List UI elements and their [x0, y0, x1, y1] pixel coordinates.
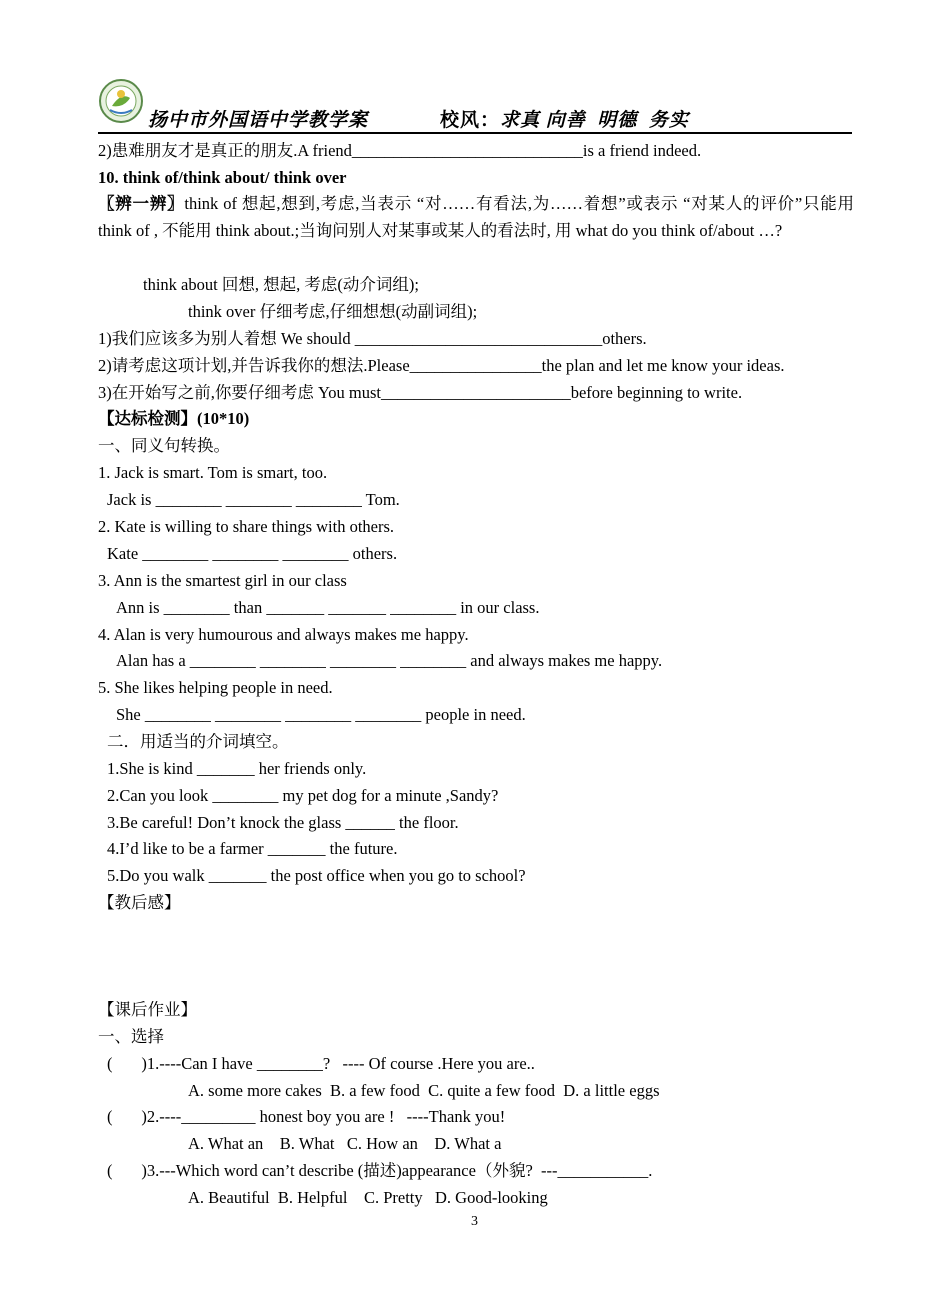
section-heading: 【教后感】 — [98, 893, 181, 912]
question-line: 1.She is kind _______ her friends only. — [107, 759, 367, 778]
subsection-title: 二．用适当的介词填空。 — [107, 732, 289, 751]
phrase-line: think over 仔细考虑,仔细想想(动副词组); — [188, 302, 478, 321]
question-line: 4. Alan is very humourous and always makes me happy. — [98, 625, 469, 644]
exercise-line: 2)患难朋友才是真正的朋友.A friend____________________________is a friend indeed. — [98, 141, 702, 160]
answer-line: Ann is ________ than _______ _______ ________ in our class. — [116, 598, 540, 617]
question-line: 3. Ann is the smartest girl in our class — [98, 571, 347, 590]
answer-line: She ________ ________ ________ ________ people in need. — [116, 705, 526, 724]
question-line: 5.Do you walk _______ the post office when you go to school? — [107, 866, 526, 885]
mc-question: ( )2.----_________ honest boy you are ! ----Thank you! — [107, 1107, 506, 1126]
exercise-line: 2)请考虑这项计划,并告诉我你的想法.Please________________the plan and let me know your ideas. — [98, 356, 785, 375]
section-heading: 【课后作业】 — [98, 1000, 197, 1019]
motto-word-3: 明德 — [597, 110, 638, 131]
section-heading: 【达标检测】(10*10) — [98, 409, 250, 428]
motto-word-4: 务实 — [648, 110, 689, 131]
answer-line: Alan has a ________ ________ ________ ________ and always makes me happy. — [116, 651, 663, 670]
motto-word-2: 向善 — [545, 110, 586, 131]
phrase-line: think about 回想, 想起, 考虑(动介词组); — [143, 275, 419, 294]
mc-options: A. some more cakes B. a few food C. quite a few food D. a little eggs — [188, 1081, 660, 1100]
page-number: 3 — [471, 1214, 478, 1229]
mc-options: A. What an B. What C. How an D. What a — [188, 1134, 502, 1153]
question-line: 4.I’d like to be a farmer _______ the future. — [107, 839, 398, 858]
subsection-title: 一、同义句转换。 — [98, 436, 230, 455]
school-name: 扬中市外国语中学教学案 — [148, 110, 369, 131]
question-line: 1. Jack is smart. Tom is smart, too. — [98, 463, 328, 482]
question-line: 2.Can you look ________ my pet dog for a minute ,Sandy? — [107, 786, 499, 805]
explanation-paragraph — [98, 190, 854, 244]
question-line: 2. Kate is willing to share things with others. — [98, 517, 395, 536]
mc-question: ( )1.----Can I have ________? ---- Of course .Here you are.. — [107, 1054, 535, 1073]
question-line: 5. She likes helping people in need. — [98, 678, 333, 697]
question-line: 3.Be careful! Don’t knock the glass ______ the floor. — [107, 813, 459, 832]
motto-word-1: 求真 — [500, 110, 541, 131]
school-motto — [440, 105, 689, 132]
mc-question: ( )3.---Which word can’t describe (描述)appearance（外貌? ---___________. — [107, 1161, 653, 1180]
exercise-line: 1)我们应该多为别人着想 We should ______________________________others. — [98, 329, 647, 348]
answer-line: Jack is ________ ________ ________ Tom. — [107, 490, 400, 509]
page-header — [98, 78, 852, 134]
subsection-title: 一、选择 — [98, 1027, 164, 1046]
exercise-line: 3)在开始写之前,你要仔细考虑 You must_______________________before beginning to write. — [98, 383, 743, 402]
motto-label: 校风： — [440, 110, 501, 131]
bianyibian-text: think of 想起,想到,考虑,当表示 “对……有看法,为……着想”或表示 “对某人的评价”只能用 think of , 不能用 think about.;当询问别人对某事或某人的看法时, 用 what do you think of/about …? — [98, 194, 855, 240]
mc-options: A. Beautiful B. Helpful C. Pretty D. Good-looking — [188, 1188, 548, 1207]
bianyibian-tag: 〖辨一辨〗 — [98, 194, 185, 213]
school-logo-icon — [98, 78, 144, 124]
section-heading: 10. think of/think about/ think over — [98, 168, 347, 187]
answer-line: Kate ________ ________ ________ others. — [107, 544, 398, 563]
